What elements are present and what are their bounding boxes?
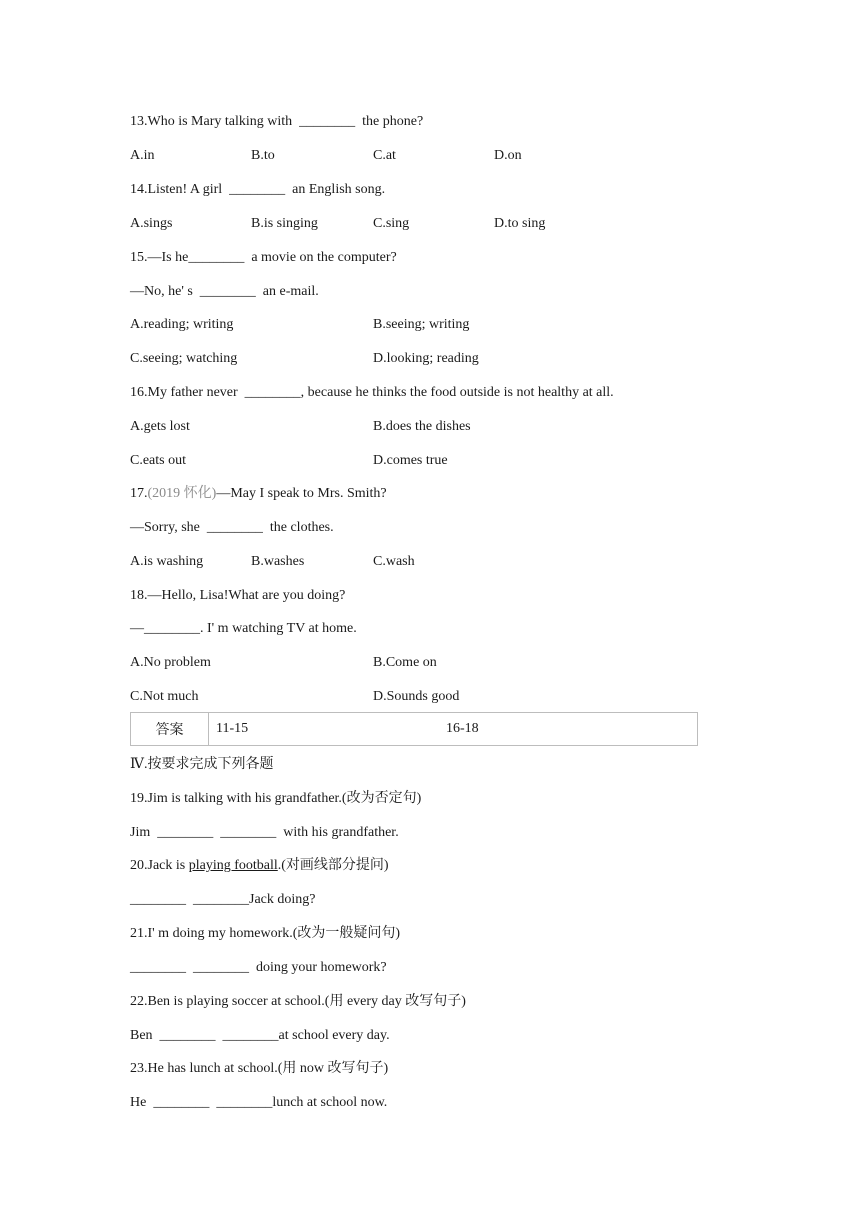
q20-text-pre: 20.Jack is	[130, 858, 189, 873]
question-15-reply: —No, he' s ________ an e-mail.	[130, 284, 319, 299]
question-18-stem: 18.—Hello, Lisa!What are you doing?	[130, 588, 346, 603]
q15-option-c: C.seeing; watching	[130, 351, 238, 366]
q18-option-d: D.Sounds good	[373, 689, 460, 704]
q20-text-post: .(对画线部分提问)	[277, 858, 389, 873]
answer-range-11-15[interactable]: 11-15	[216, 721, 249, 736]
q18-option-c: C.Not much	[130, 689, 199, 704]
question-14-stem: 14.Listen! A girl ________ an English song.	[130, 182, 386, 197]
q13-option-b: B.to	[251, 148, 275, 163]
q16-option-c: C.eats out	[130, 453, 186, 468]
question-22: 22.Ben is playing soccer at school.(用 every day 改写句子)	[130, 994, 466, 1009]
question-17-reply: —Sorry, she ________ the clothes.	[130, 520, 334, 535]
q15-option-b: B.seeing; writing	[373, 317, 470, 332]
q17-option-b: B.washes	[251, 554, 305, 569]
question-17-stem	[130, 485, 387, 503]
answer-21: ________ ________ doing your homework?	[130, 960, 387, 975]
answer-23: He ________ ________lunch at school now.	[130, 1095, 388, 1110]
question-21: 21.I' m doing my homework.(改为一般疑问句)	[130, 926, 401, 941]
q16-option-d: D.comes true	[373, 453, 448, 468]
answer-20: ________ ________Jack doing?	[130, 892, 316, 907]
answer-table-label: 答案	[131, 713, 209, 745]
question-15-stem: 15.—Is he________ a movie on the computer?	[130, 250, 397, 265]
q16-option-a: A.gets lost	[130, 419, 190, 434]
q13-option-a: A.in	[130, 148, 155, 163]
question-16-stem: 16.My father never ________, because he thinks the food outside is not healthy at all.	[130, 385, 614, 400]
question-20	[130, 857, 389, 875]
answer-range-16-18[interactable]: 16-18	[446, 721, 479, 736]
question-19: 19.Jim is talking with his grandfather.(改为否定句)	[130, 791, 422, 806]
q18-option-b: B.Come on	[373, 655, 437, 670]
answer-table	[130, 712, 698, 746]
q17-source-tag: (2019 怀化)	[147, 486, 217, 501]
question-18-reply: —________. I' m watching TV at home.	[130, 621, 357, 636]
answer-19: Jim ________ ________ with his grandfather.	[130, 825, 399, 840]
q16-option-b: B.does the dishes	[373, 419, 471, 434]
q17-option-a: A.is washing	[130, 554, 204, 569]
q14-option-c: C.sing	[373, 216, 410, 231]
q13-option-d: D.on	[494, 148, 522, 163]
q17-number: 17.	[130, 486, 148, 501]
q14-option-a: A.sings	[130, 216, 173, 231]
question-23: 23.He has lunch at school.(用 now 改写句子)	[130, 1061, 389, 1076]
q15-option-d: D.looking; reading	[373, 351, 479, 366]
q20-underlined-phrase: playing football	[188, 858, 278, 873]
q14-option-b: B.is singing	[251, 216, 318, 231]
q17-text: —May I speak to Mrs. Smith?	[216, 486, 387, 501]
section-4-heading: Ⅳ.按要求完成下列各题	[130, 757, 274, 772]
q15-option-a: A.reading; writing	[130, 317, 234, 332]
q17-option-c: C.wash	[373, 554, 415, 569]
q14-option-d: D.to sing	[494, 216, 546, 231]
q13-option-c: C.at	[373, 148, 396, 163]
answer-22: Ben ________ ________at school every day.	[130, 1028, 390, 1043]
question-13-stem: 13.Who is Mary talking with ________ the phone?	[130, 114, 424, 129]
q18-option-a: A.No problem	[130, 655, 211, 670]
